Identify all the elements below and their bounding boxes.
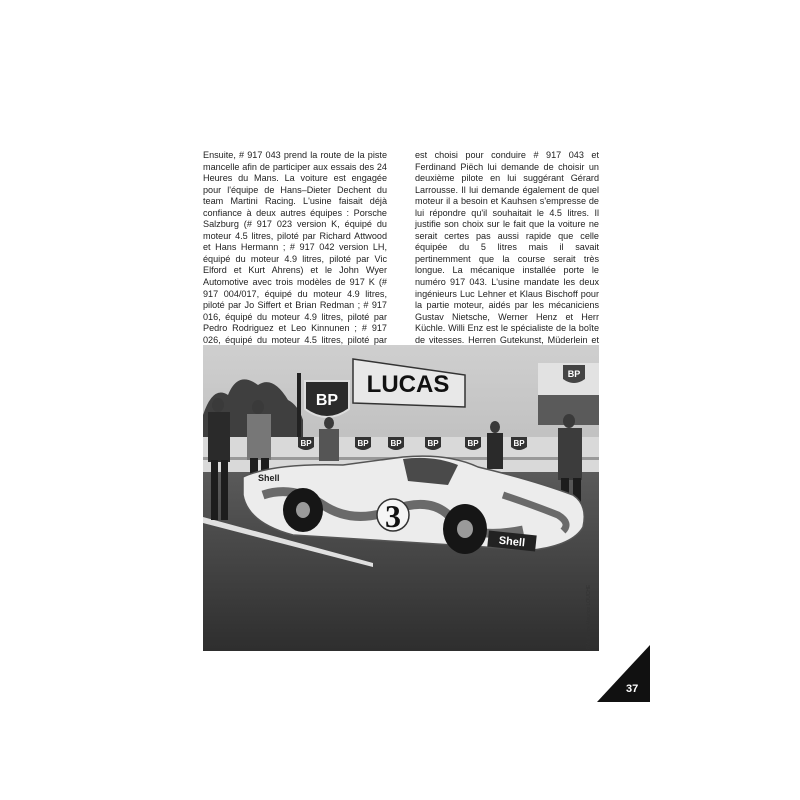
svg-text:Shell: Shell [258,473,280,483]
svg-text:BP: BP [357,439,369,448]
article-column-left: Ensuite, # 917 043 prend la route de la piste mancelle afin de participer aux essais des 24 Heures du Mans. La voiture est engagée pour l'équipe de Hans–Dieter Dechent du team Martini Racing. L'usine faisait déjà confiance à deux autres équipes : Porsche Salzburg (# 917 023 version K, équipé du moteur 4.5 litres, piloté par Richard Attwood et Hans Hermann ; # 917 042 version LH, équipé du moteur 4.9 litres, piloté par Vic Elford et Kurt Ahrens) et le John Wyer Automotive avec trois modèles de 917 K (# 917 004/017, équipé du moteur 4.9 litres, piloté par Jo Siffert et Brian Redman ; # 917 016, équipé du moteur 4.9 litres, piloté par Pedro Rodriguez et Leo Kinnunen ; # 917 026, équipé du moteur 4.5 litres, piloté par [203,150,387,345]
page-number: 37 [626,683,639,695]
race-car-photo [203,345,599,651]
svg-text:BP: BP [467,439,479,448]
svg-text:3: 3 [385,498,401,534]
svg-text:BP: BP [427,439,439,448]
article-column-right: est choisi pour conduire # 917 043 et Ferdinand Piëch lui demande de choisir un deuxième pilote en lui suggérant Gérard Larrousse. Il lui demande également de quel moteur il a besoin et Kauhsen s'empresse de lui répondre qu'il souhaitait le 4.5 litres. Il justifie son choix sur le fait que la voiture ne serait certes pas aussi rapide que celle équipée du 5 litres mais il savait pertinemment que la course serait très longue. La mécanique installée porte le numéro 917 043. L'usine mandate les deux ingénieurs Luc Lehner et Klaus Bischoff pour la partie moteur, aidés par les mécaniciens Gustav Nietsche, Werner Henz et Herr Küchle. Willi Enz est le spécialiste de la boîte de vitesses. Herren Gutekunst, Müderlein et [415,150,599,345]
svg-text:BP: BP [513,439,525,448]
svg-text:Shell: Shell [498,534,526,550]
svg-text:BP: BP [390,439,402,448]
svg-text:BP: BP [315,392,339,409]
bp-sign-building [563,365,585,383]
svg-text:BP: BP [300,439,312,448]
svg-text:LUCAS: LUCAS [366,371,450,398]
photo-credit: © Archives Maurice LOUCHE [586,584,592,650]
page-corner-triangle [597,645,650,702]
svg-text:BP: BP [567,369,581,379]
